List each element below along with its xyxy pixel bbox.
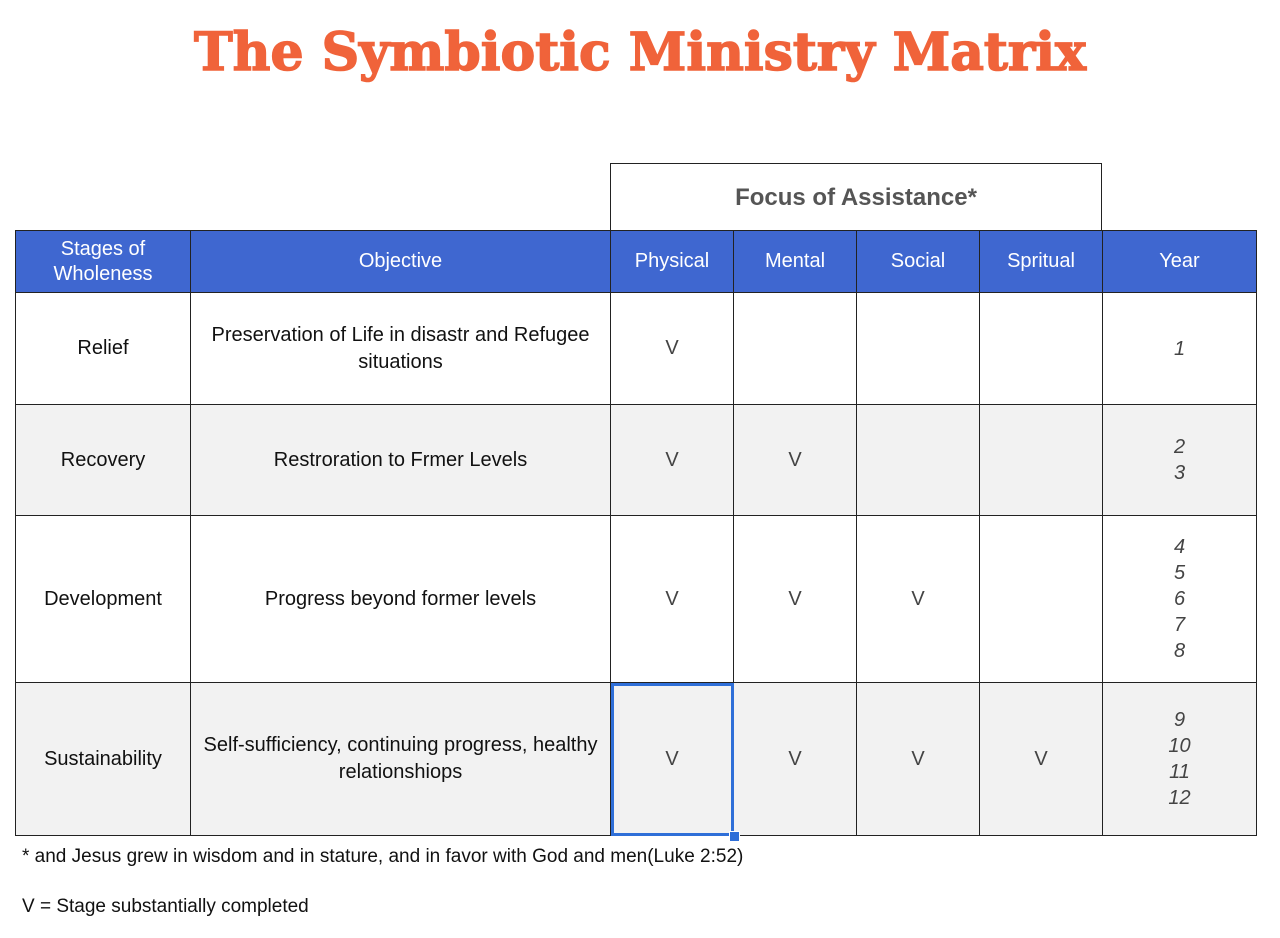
mental-cell[interactable] xyxy=(734,293,857,405)
footnote: * and Jesus grew in wisdom and in stature, and in favor with God and men(Luke 2:52) xyxy=(22,846,744,867)
header-row xyxy=(16,231,1257,293)
objective-cell[interactable]: Restroration to Frmer Levels xyxy=(191,405,611,516)
page-title: The Symbiotic Ministry Matrix xyxy=(193,22,1087,83)
year-cell[interactable]: 4 5 6 7 8 xyxy=(1103,516,1257,683)
column-header-spiritual[interactable]: Spritual xyxy=(980,231,1103,293)
ministry-matrix-table xyxy=(15,230,1257,836)
social-cell[interactable] xyxy=(857,405,980,516)
legend-note: V = Stage substantially completed xyxy=(22,896,309,917)
spiritual-cell[interactable] xyxy=(980,405,1103,516)
spiritual-cell[interactable]: V xyxy=(980,683,1103,836)
social-cell[interactable] xyxy=(857,293,980,405)
column-header-year[interactable]: Year xyxy=(1103,231,1257,293)
year-cell[interactable]: 1 xyxy=(1103,293,1257,405)
objective-cell[interactable]: Self-sufficiency, continuing progress, healthy relationshiops xyxy=(191,683,611,836)
spiritual-cell[interactable] xyxy=(980,516,1103,683)
spiritual-cell[interactable] xyxy=(980,293,1103,405)
column-header-objective[interactable]: Objective xyxy=(191,231,611,293)
table-row xyxy=(16,405,1257,516)
selection-resize-handle[interactable] xyxy=(729,831,740,842)
physical-cell[interactable]: V xyxy=(611,293,734,405)
stage-cell[interactable]: Relief xyxy=(16,293,191,405)
physical-cell[interactable]: V xyxy=(611,516,734,683)
year-cell[interactable]: 9 10 11 12 xyxy=(1103,683,1257,836)
focus-of-assistance-header: Focus of Assistance* xyxy=(610,163,1102,231)
stage-cell[interactable]: Development xyxy=(16,516,191,683)
column-header-mental[interactable]: Mental xyxy=(734,231,857,293)
column-header-stages[interactable]: Stages of Wholeness xyxy=(16,231,191,293)
column-header-physical[interactable]: Physical xyxy=(611,231,734,293)
physical-cell-value: V xyxy=(665,747,679,770)
table-row xyxy=(16,293,1257,405)
column-header-social[interactable]: Social xyxy=(857,231,980,293)
social-cell[interactable]: V xyxy=(857,516,980,683)
year-cell[interactable]: 2 3 xyxy=(1103,405,1257,516)
objective-cell[interactable]: Preservation of Life in disastr and Refugee situations xyxy=(191,293,611,405)
physical-cell-selected[interactable] xyxy=(611,683,734,836)
social-cell[interactable]: V xyxy=(857,683,980,836)
mental-cell[interactable]: V xyxy=(734,405,857,516)
mental-cell[interactable]: V xyxy=(734,683,857,836)
table-row xyxy=(16,516,1257,683)
physical-cell[interactable]: V xyxy=(611,405,734,516)
table-row xyxy=(16,683,1257,836)
objective-cell[interactable]: Progress beyond former levels xyxy=(191,516,611,683)
stage-cell[interactable]: Sustainability xyxy=(16,683,191,836)
mental-cell[interactable]: V xyxy=(734,516,857,683)
stage-cell[interactable]: Recovery xyxy=(16,405,191,516)
